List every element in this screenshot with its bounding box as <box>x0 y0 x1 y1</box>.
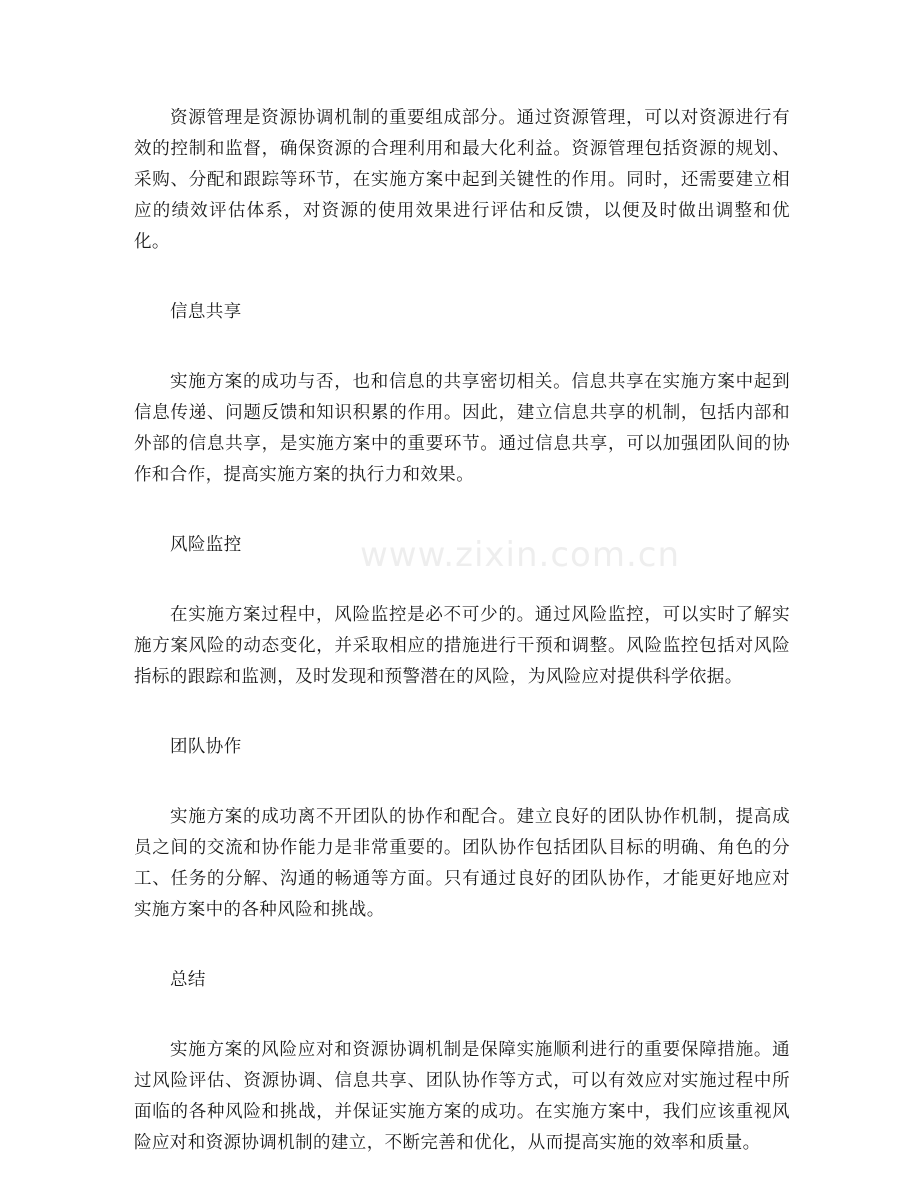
spacer <box>134 491 790 530</box>
intro-paragraph: 资源管理是资源协调机制的重要组成部分。通过资源管理，可以对资源进行有效的控制和监督，确保资源的合理利用和最大化利益。资源管理包括资源的规划、采购、分配和跟踪等环节，在实施方案中起到关键性的作用。同时，还需要建立相应的绩效评估体系，对资源的使用效果进行评估和反馈，以便及时做出调整和优化。 <box>134 108 790 252</box>
spacer <box>134 561 790 600</box>
section-paragraph-risk-monitoring: 在实施方案过程中，风险监控是必不可少的。通过风险监控，可以实时了解实施方案风险的动态变化，并采取相应的措施进行干预和调整。风险监控包括对风险指标的跟踪和监测，及时发现和预警潜在的风险，为风险应对提供科学依据。 <box>134 605 790 687</box>
spacer <box>134 328 790 367</box>
document-body <box>134 103 790 1159</box>
section-heading-summary: 总结 <box>170 970 206 990</box>
spacer <box>134 996 790 1035</box>
section-heading-team-collaboration: 团队协作 <box>170 737 242 757</box>
watermark: www.zixin.com.cn <box>360 535 680 575</box>
spacer <box>134 926 790 965</box>
section-paragraph-team-collaboration: 实施方案的成功离不开团队的协作和配合。建立良好的团队协作机制，提高成员之间的交流和协作能力是非常重要的。团队协作包括团队目标的明确、角色的分工、任务的分解、沟通的畅通等方面。只有通过良好的团队协作，才能更好地应对实施方案中的各种风险和挑战。 <box>134 807 790 920</box>
section-heading-info-sharing: 信息共享 <box>170 302 242 322</box>
spacer <box>134 693 790 732</box>
spacer <box>134 258 790 297</box>
spacer <box>134 763 790 802</box>
section-paragraph-info-sharing: 实施方案的成功与否，也和信息的共享密切相关。信息共享在实施方案中起到信息传递、问题反馈和知识积累的作用。因此，建立信息共享的机制，包括内部和外部的信息共享，是实施方案中的重要环节。通过信息共享，可以加强团队间的协作和合作，提高实施方案的执行力和效果。 <box>134 372 790 485</box>
section-heading-risk-monitoring: 风险监控 <box>170 535 242 555</box>
section-paragraph-summary: 实施方案的风险应对和资源协调机制是保障实施顺利进行的重要保障措施。通过风险评估、资源协调、信息共享、团队协作等方式，可以有效应对实施过程中所面临的各种风险和挑战，并保证实施方案的成功。在实施方案中，我们应该重视风险应对和资源协调机制的建立，不断完善和优化，从而提高实施的效率和质量。 <box>134 1040 790 1153</box>
